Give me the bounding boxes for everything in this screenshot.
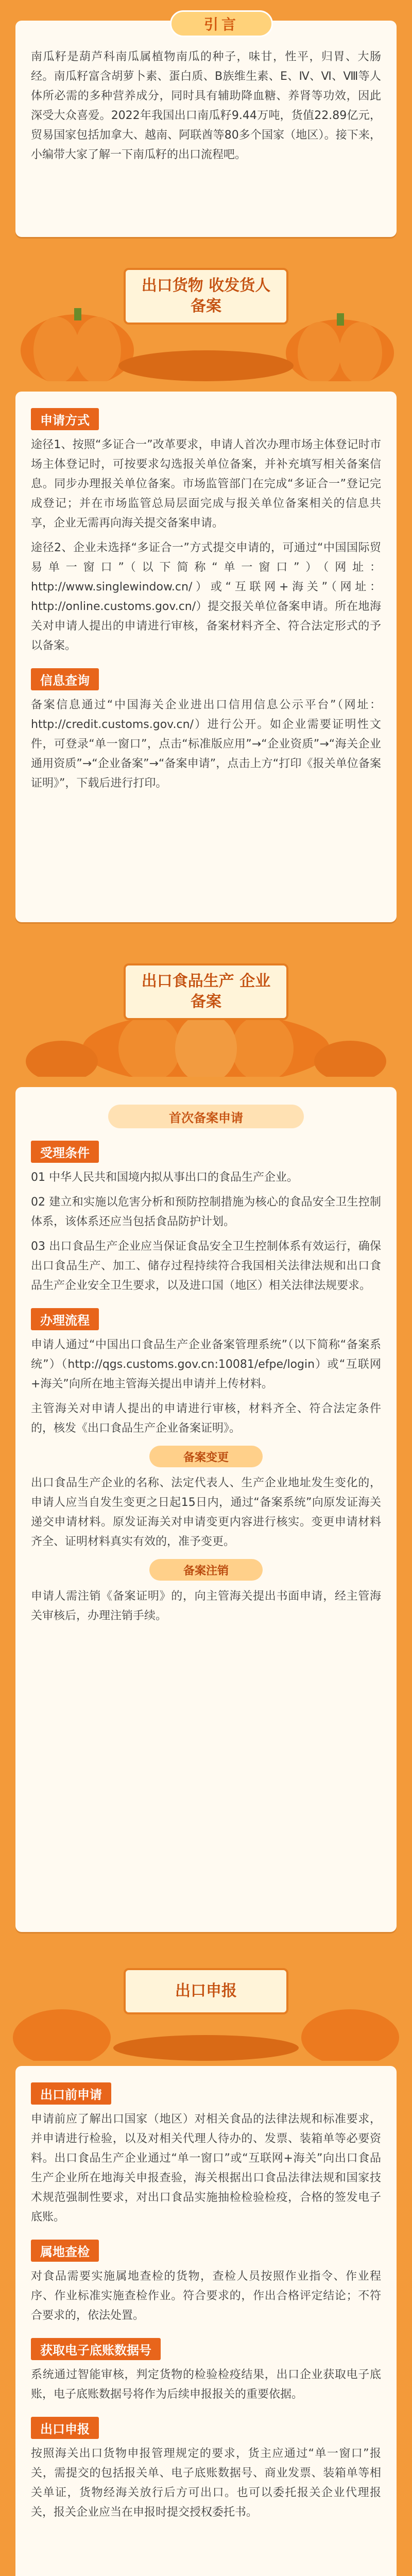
section3-card	[15, 2066, 397, 2576]
section2-title: 出口食品生产 企业备案	[141, 972, 271, 1011]
process-step-1: 申请人通过“中国出口食品生产企业备案管理系统”（以下简称“备案系统”）（http://qgs.customs.gov.cn:10081/efpe/login）或“互联网+海关”向所在地主管海关提出申请并上传材料。	[31, 1338, 381, 1391]
section1-banner-sign	[124, 268, 288, 325]
export-declaration-tag: 出口申报	[31, 2417, 99, 2439]
intro-title: 引言	[170, 10, 273, 37]
intro-paragraph: 南瓜籽是葫芦科南瓜属植物南瓜的种子，味甘，性平，归胃、大肠经。南瓜籽富含胡萝卜素、蛋白质、B族维生素、E、Ⅳ、Ⅵ、Ⅷ等人体所必需的多种营养成分，同时具有辅助降血糖、养肾等功效，因此深受大众喜爱。2022年我国出口南瓜籽9.44万吨，货值22.89亿元，贸易国家包括加拿大、越南、阿联酋等80多个国家（地区）。接下来，小编带大家了解一下南瓜籽的出口流程吧。	[31, 50, 381, 161]
filing-cancel-heading: 备案注销	[149, 1559, 263, 1581]
section1-paragraph-3: 备案信息通过“中国海关企业进出口信用信息公示平台”（网址：http://credit.customs.gov.cn/）进行公开。如企业需要证明性文件，可登录“单一窗口”，点击“标准版应用”→“企业资质”→“海关企业通用资质”→“企业备案”→“备案申请”，点击上方“打印《报关单位备案证明》”，下载后进行打印。	[31, 699, 381, 790]
section1-paragraph-1: 途径1、按照“多证合一”改革要求，申请人首次办理市场主体登记时市场主体登记时，可按要求勾选报关单位备案，并补充填写相关备案信息。同步办理报关单位备案。市场监管部门在完成“多证合一”登记完成登记；并在市场监管总局层面完成与报关单位备案相关的信息共享，企业无需再向海关提交备案申请。	[31, 438, 381, 530]
condition-1: 01 中华人民共和国境内拟从事出口的食品生产企业。	[31, 1171, 298, 1184]
section1-banner	[0, 247, 412, 381]
section1-paragraph-2: 途径2、企业未选择“多证合一”方式提交申请的，可通过“中国国际贸易单一窗口”（以下简称“单一窗口”）（网址：http://www.singlewindow.cn/）或“互联网+海关”（网址：http://online.customs.gov.cn/）提交报关单位备案申请。所在地海关对申请人提出的申请进行审核，备案材料齐全、符合法定形式的予以备案。	[31, 541, 381, 652]
condition-2: 02 建立和实施以危害分析和预防控制措施为核心的食品安全卫生控制体系，该体系还应当包括食品防护计划。	[31, 1196, 381, 1228]
section3-title: 出口申报	[175, 1982, 237, 2000]
apply-method-tag: 申请方式	[31, 408, 99, 430]
pre-export-application-tag: 出口前申请	[31, 2082, 111, 2105]
section3-banner	[0, 1947, 412, 2061]
filing-change-paragraph: 出口食品生产企业的名称、法定代表人、生产企业地址发生变化的，申请人应当自发生变更之日起15日内，通过“备案系统”向原发证海关递交申请材料。原发证海关对申请变更内容进行核实。变更申请材料齐全、证明材料真实有效的，准予变更。	[31, 1477, 381, 1548]
section2-banner-sign	[124, 963, 288, 1020]
condition-3: 03 出口食品生产企业应当保证食品安全卫生控制体系有效运行，确保出口食品生产、加工、储存过程持续符合我国相关法律法规和出口食品生产企业安全卫生要求，以及进口国（地区）相关法律法规要求。	[31, 1240, 381, 1292]
filing-change-heading: 备案变更	[149, 1446, 263, 1467]
info-query-tag: 信息查询	[31, 668, 99, 690]
e-ledger-number-tag: 获取电子底账数据号	[31, 2338, 161, 2360]
process-tag: 办理流程	[31, 1308, 99, 1330]
section2-card	[15, 1087, 397, 1932]
section3-paragraph-2: 对食品需要实施属地查检的货物，查检人员按照作业指令、作业程序、作业标准实施查检作业。符合要求的，作出合格评定结论；不符合要求的，依法处置。	[31, 2270, 381, 2322]
filing-cancel-paragraph: 申请人需注销《备案证明》的，向主管海关提出书面申请，经主管海关审核后，办理注销手续。	[31, 1590, 381, 1622]
section1-title: 出口货物 收发货人备案	[141, 277, 271, 315]
first-filing-heading: 首次备案申请	[108, 1105, 304, 1128]
local-inspection-tag: 属地查检	[31, 2240, 99, 2262]
section3-paragraph-4: 按照海关出口货物申报管理规定的要求，货主应通过“单一窗口”报关，需提交的包括报关单、电子底账数据号、商业发票、装箱单等相关单证，货物经海关放行后方可出口。也可以委托报关企业代理报关，报关企业应当在申报时提交授权委托书。	[31, 2447, 381, 2519]
section3-paragraph-1: 申请前应了解出口国家（地区）对相关食品的法律法规和标准要求，并申请进行检验，以及对相关代理人待办的、发票、装箱单等必要资料。出口食品生产企业通过“单一窗口”或“互联网+海关”向出口食品生产企业所在地海关申报查验，海关根据出口食品法律法规和国家技术规范强制性要求，对出口食品实施抽检检验检疫，合格的签发电子底账。	[31, 2113, 381, 2224]
section3-paragraph-3: 系统通过智能审核，判定货物的检验检疫结果，出口企业获取电子底账，电子底账数据号将作为后续申报报关的重要依据。	[31, 2368, 381, 2401]
intro-card	[15, 16, 397, 237]
section2-banner	[0, 943, 412, 1077]
process-step-2: 主管海关对申请人提出的申请进行审核，材料齐全、符合法定条件的，核发《出口食品生产企业备案证明》。	[31, 1402, 381, 1435]
acceptance-conditions-tag: 受理条件	[31, 1141, 99, 1163]
section3-banner-sign	[124, 1968, 288, 2014]
section1-card	[15, 392, 397, 922]
